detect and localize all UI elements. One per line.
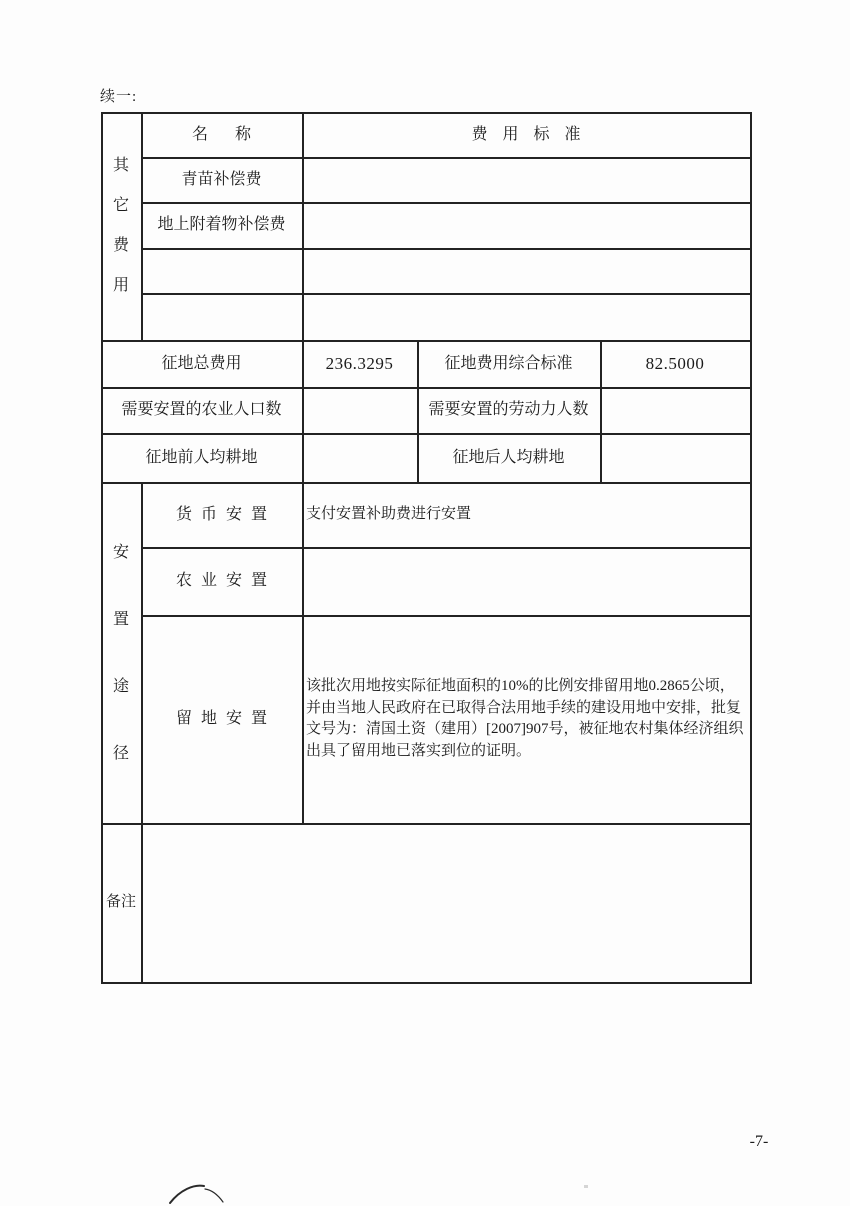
- fee-row-name: [141, 248, 302, 293]
- grid-line: [750, 112, 752, 984]
- grid-line: [101, 982, 752, 984]
- pen-stroke-artifact: [160, 1176, 240, 1206]
- name-column-header: 名称: [191, 125, 278, 143]
- land-retention-label: 留地安置: [175, 710, 276, 727]
- labor-count-value[interactable]: [600, 387, 750, 433]
- resettlement-row-header: 安置途径: [112, 543, 129, 762]
- comprehensive-standard-label: 征地费用综合标准: [444, 354, 573, 372]
- fee-row-standard[interactable]: [302, 202, 750, 248]
- remarks-value[interactable]: [141, 823, 750, 982]
- standard-column-header: 费用标准: [471, 125, 596, 143]
- per-capita-before-value[interactable]: [302, 433, 417, 482]
- agricultural-resettlement-label: 农业安置: [175, 572, 276, 589]
- total-cost-label: 征地总费用: [161, 354, 242, 372]
- scan-speck-artifact: [584, 1185, 588, 1188]
- monetary-resettlement-value: 支付安置补助费进行安置: [306, 506, 472, 523]
- fee-row-name: [141, 293, 302, 340]
- per-capita-before-label: 征地前人均耕地: [145, 448, 258, 466]
- total-cost-value: 236.3295: [325, 353, 394, 373]
- comprehensive-standard-value: 82.5000: [645, 353, 705, 373]
- fee-row-name: 地上附着物补偿费: [157, 216, 286, 233]
- fee-row-standard[interactable]: [302, 248, 750, 293]
- page-number: -7-: [749, 1133, 769, 1150]
- fee-row-standard[interactable]: [302, 293, 750, 340]
- fee-row-standard[interactable]: [302, 157, 750, 202]
- agri-population-value[interactable]: [302, 387, 417, 433]
- labor-count-label: 需要安置的劳动力人数: [428, 401, 589, 418]
- per-capita-after-value[interactable]: [600, 433, 750, 482]
- agri-population-label: 需要安置的农业人口数: [121, 401, 282, 418]
- land-retention-value: 该批次用地按实际征地面积的10%的比例安排留用地0.2865公顷，并由当地人民政府在已取得合法用地手续的建设用地中安排，批复文号为：清国土资（建用）[2007]907号，被征地农村集体经济组织出具了留用地已落实到位的证明。: [306, 678, 744, 759]
- continuation-label: 续一:: [100, 89, 138, 105]
- fee-row-name: 青苗补偿费: [181, 170, 262, 188]
- per-capita-after-label: 征地后人均耕地: [452, 448, 565, 466]
- other-fees-row-header: 其它费用: [112, 157, 129, 294]
- remarks-label: 备注: [105, 894, 136, 911]
- monetary-resettlement-label: 货币安置: [175, 505, 276, 523]
- agricultural-resettlement-value[interactable]: [302, 547, 750, 615]
